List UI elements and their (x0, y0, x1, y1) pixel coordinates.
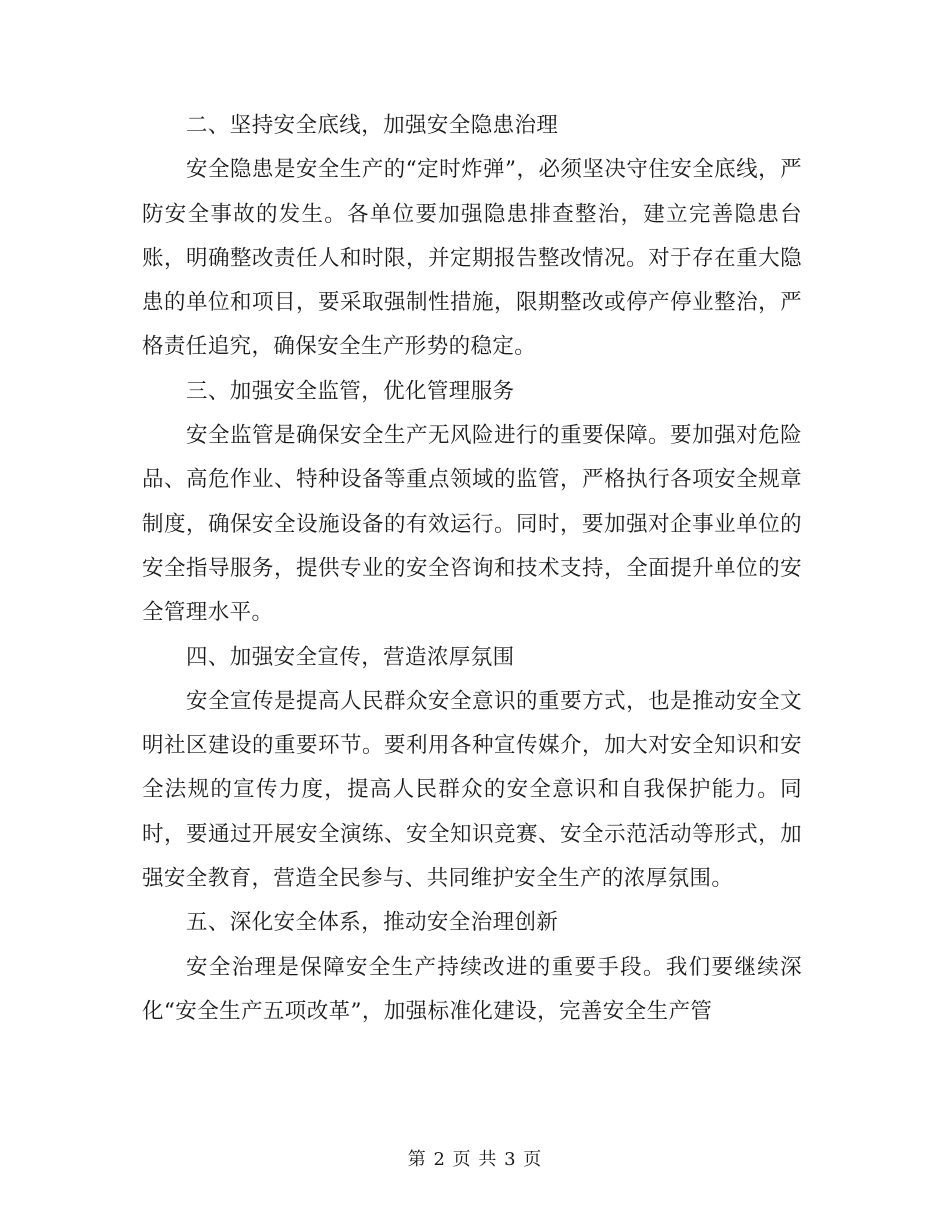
section-heading-2: 二、坚持安全底线，加强安全隐患治理 (186, 113, 559, 138)
section-heading-3: 三、加强安全监管，优化管理服务 (186, 378, 515, 404)
section-paragraph-3: 安全监管是确保安全生产无风险进行的重要保障。要加强对危险品、高危作业、特种设备等重点领域的监管，严格执行各项安全规章制度，确保安全设施设备的有效运行。同时，要加强对企事业单位的安全指导服务，提供专业的安全咨询和技术支持，全面提升单位的安全管理水平。 (142, 423, 802, 626)
section-paragraph-4: 安全宣传是提高人民群众安全意识的重要方式，也是推动安全文明社区建设的重要环节。要利用各种宣传媒介，加大对安全知识和安全法规的宣传力度，提高人民群众的安全意识和自我保护能力。同时，要通过开展安全演练、安全知识竞赛、安全示范活动等形式，加强安全教育，营造全民参与、共同维护安全生产的浓厚氛围。 (142, 688, 802, 892)
page-number-footer: 第 2 页 共 3 页 (407, 1149, 543, 1170)
section-heading-5: 五、深化安全体系，推动安全治理创新 (186, 910, 559, 936)
section-heading-4: 四、加强安全宣传，营造浓厚氛围 (186, 644, 515, 670)
section-paragraph-5: 安全治理是保障安全生产持续改进的重要手段。我们要继续深化“安全生产五项改革”，加强标准化建设，完善安全生产管 (142, 954, 802, 1024)
document-body (142, 104, 802, 1034)
section-paragraph-2: 安全隐患是安全生产的“定时炸弹”，必须坚决守住安全底线，严防安全事故的发生。各单位要加强隐患排查整治，建立完善隐患台账，明确整改责任人和时限，并定期报告整改情况。对于存在重大隐患的单位和项目，要采取强制性措施，限期整改或停产停业整治，严格责任追究，确保安全生产形势的稳定。 (142, 157, 802, 360)
